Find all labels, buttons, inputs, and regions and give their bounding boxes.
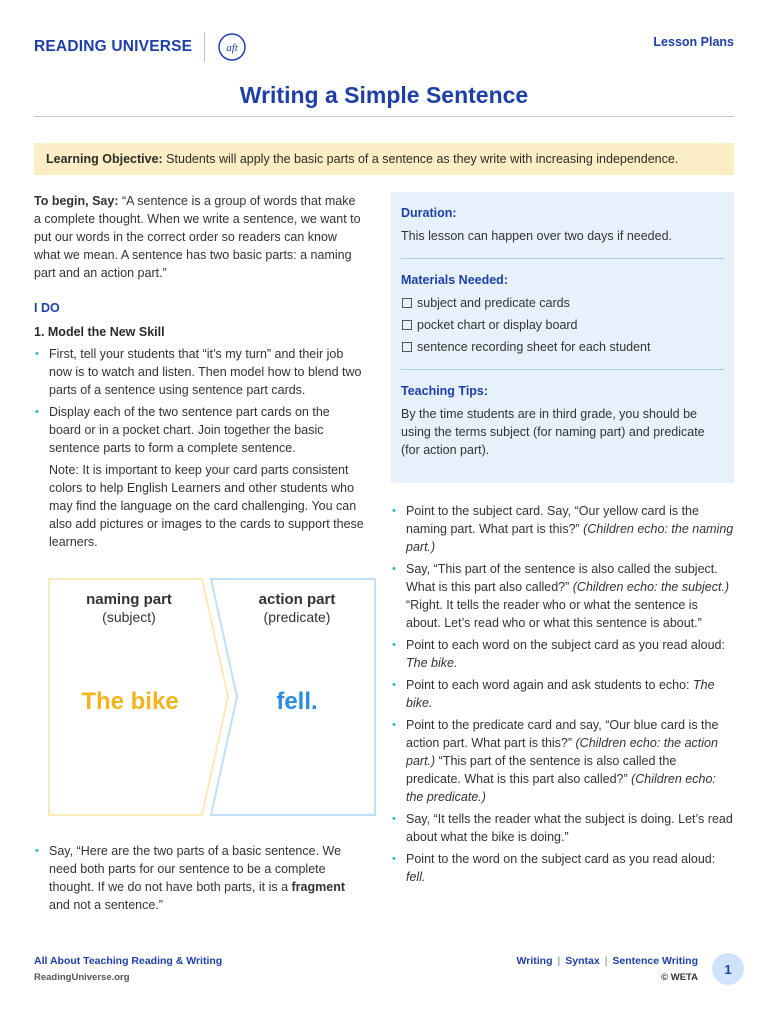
materials-item-label: pocket chart or display board [417, 318, 578, 332]
action-part-word: fell. [276, 688, 318, 715]
bullet-text: Point to each word again and ask students to echo: [406, 678, 693, 692]
bullet-text: Point to each word on the subject card as you read aloud: [406, 638, 725, 652]
list-item: • First, tell your students that “it’s my turn” and their job now is to watch and listen. Then model how to blend two parts of a sentence using sentence part cards. [34, 345, 364, 399]
bullet-echo: The bike. [406, 656, 458, 670]
page-number-badge: 1 [712, 953, 744, 985]
bullet-text: Say, “This part of the sentence is also called the subject. What is this part also called?” [406, 562, 718, 594]
learning-objective-banner [34, 143, 734, 175]
intro-paragraph [34, 192, 364, 282]
sentence-parts-figure [48, 578, 378, 816]
sidebar-divider [401, 258, 724, 259]
checkbox-icon [402, 298, 412, 308]
materials-item-label: sentence recording sheet for each student [417, 340, 651, 354]
reading-universe-logo[interactable] [34, 32, 247, 62]
bullet-echo: fell. [406, 870, 426, 884]
list-item: • Display each of the two sentence part cards on the board or in a pocket chart. Join together the basic sentence parts to form a complete sentence. [34, 403, 364, 457]
bullet-text: Point to the word on the subject card as you read aloud: [406, 852, 716, 866]
list-item [391, 716, 734, 806]
fragment-bold: fragment [291, 880, 345, 894]
list-item [391, 676, 734, 712]
naming-part-title: naming part [86, 591, 172, 608]
materials-item [401, 316, 724, 334]
bullet-echo: (Children echo: the subject.) [572, 580, 730, 594]
bullet-text: Say, “It tells the reader what the subject is doing. Let’s read about what the bike is doing.” [406, 812, 733, 844]
modeling-steps-list [391, 502, 734, 886]
title-divider [34, 116, 734, 117]
list-item [34, 842, 364, 914]
checkbox-icon [402, 320, 412, 330]
right-column [391, 498, 734, 890]
footer-link-writing[interactable]: Writing [516, 955, 553, 967]
bullet-echo: (Children echo: the naming part.) [406, 522, 734, 554]
info-sidebar [391, 192, 734, 483]
lesson-plans-link[interactable]: Lesson Plans [653, 35, 734, 49]
footer-separator: | [557, 955, 561, 967]
bullet-text: Point to the predicate card and say, “Our blue card is the action part. What part is this?” [406, 718, 719, 750]
footer-link-sentence-writing[interactable]: Sentence Writing [612, 955, 698, 967]
naming-part-subtitle: (subject) [102, 609, 156, 625]
materials-heading: Materials Needed: [401, 273, 508, 287]
list-item [391, 636, 734, 672]
step-heading: 1. Model the New Skill [34, 325, 165, 339]
fragment-pre: Say, “Here are the two parts of a basic sentence. We need both parts for our sentence to be a complete thought. If we do not have both parts, it is a [49, 844, 342, 894]
duration-heading: Duration: [401, 206, 457, 220]
list-item [391, 502, 734, 556]
bullet-text: “Right. It tells the reader who or what the sentence is about. Let’s read who or what this sentence is about.” [406, 598, 702, 630]
page-footer [34, 953, 744, 993]
bullet-text: “This part of the sentence is also called the predicate. What is this part also called?” [406, 754, 677, 786]
materials-list [401, 294, 724, 356]
materials-item [401, 294, 724, 312]
aft-logo-text: aft [226, 42, 239, 54]
footer-copyright: © WETA [661, 972, 698, 983]
i-do-heading: I DO [34, 301, 60, 315]
note-paragraph: Note: It is important to keep your card parts consistent colors to help English Learners and other students who may find the language on the card challenging. You can also add pictures or images to the cards to support these learners. [49, 463, 364, 549]
bullet-text: Point to the subject card. Say, “Our yellow card is the naming part. What part is this?” [406, 504, 699, 536]
objective-label: Learning Objective: [46, 152, 163, 166]
naming-part-word: The bike [81, 688, 179, 715]
list-item [391, 810, 734, 846]
action-part-title: action part [258, 591, 336, 608]
i-do-list [34, 345, 364, 457]
intro-text: “A sentence is a group of words that make a complete thought. When we write a sentence, we want to put our words in the correct order so readers can know what we mean. A sentence has two basic parts: a naming part and an action part.” [34, 194, 361, 280]
bottom-left-text [34, 838, 364, 918]
materials-item [401, 338, 724, 356]
aft-logo-icon [217, 32, 247, 62]
fragment-post: and not a sentence.” [49, 898, 163, 912]
tips-heading: Teaching Tips: [401, 384, 489, 398]
bullet-echo: The bike. [406, 678, 715, 710]
objective-text: Students will apply the basic parts of a sentence as they write with increasing independence. [162, 152, 679, 166]
footer-separator: | [604, 955, 608, 967]
logo-divider [204, 32, 205, 62]
sidebar-divider [401, 369, 724, 370]
list-item [391, 850, 734, 886]
list-item [391, 560, 734, 632]
footer-topic-links [517, 955, 698, 967]
bullet-echo: (Children echo: the action part.) [406, 736, 718, 768]
materials-item-label: subject and predicate cards [417, 296, 570, 310]
page-header [34, 24, 734, 64]
footer-link-syntax[interactable]: Syntax [565, 955, 600, 967]
bullet-echo: (Children echo: the predicate.) [406, 772, 716, 804]
page-title: Writing a Simple Sentence [239, 82, 529, 108]
left-column [34, 192, 364, 551]
checkbox-icon [402, 342, 412, 352]
footer-series-title: All About Teaching Reading & Writing [34, 955, 223, 967]
action-part-subtitle: (predicate) [263, 609, 331, 625]
logo-text: READING UNIVERSE [34, 38, 193, 55]
duration-text: This lesson can happen over two days if needed. [401, 229, 673, 243]
intro-label: To begin, Say: [34, 194, 119, 208]
fragment-list [34, 842, 364, 914]
tips-text: By the time students are in third grade, you should be using the terms subject (for naming part) and predicate (for action part). [401, 407, 705, 457]
footer-site-url[interactable]: ReadingUniverse.org [34, 972, 130, 983]
